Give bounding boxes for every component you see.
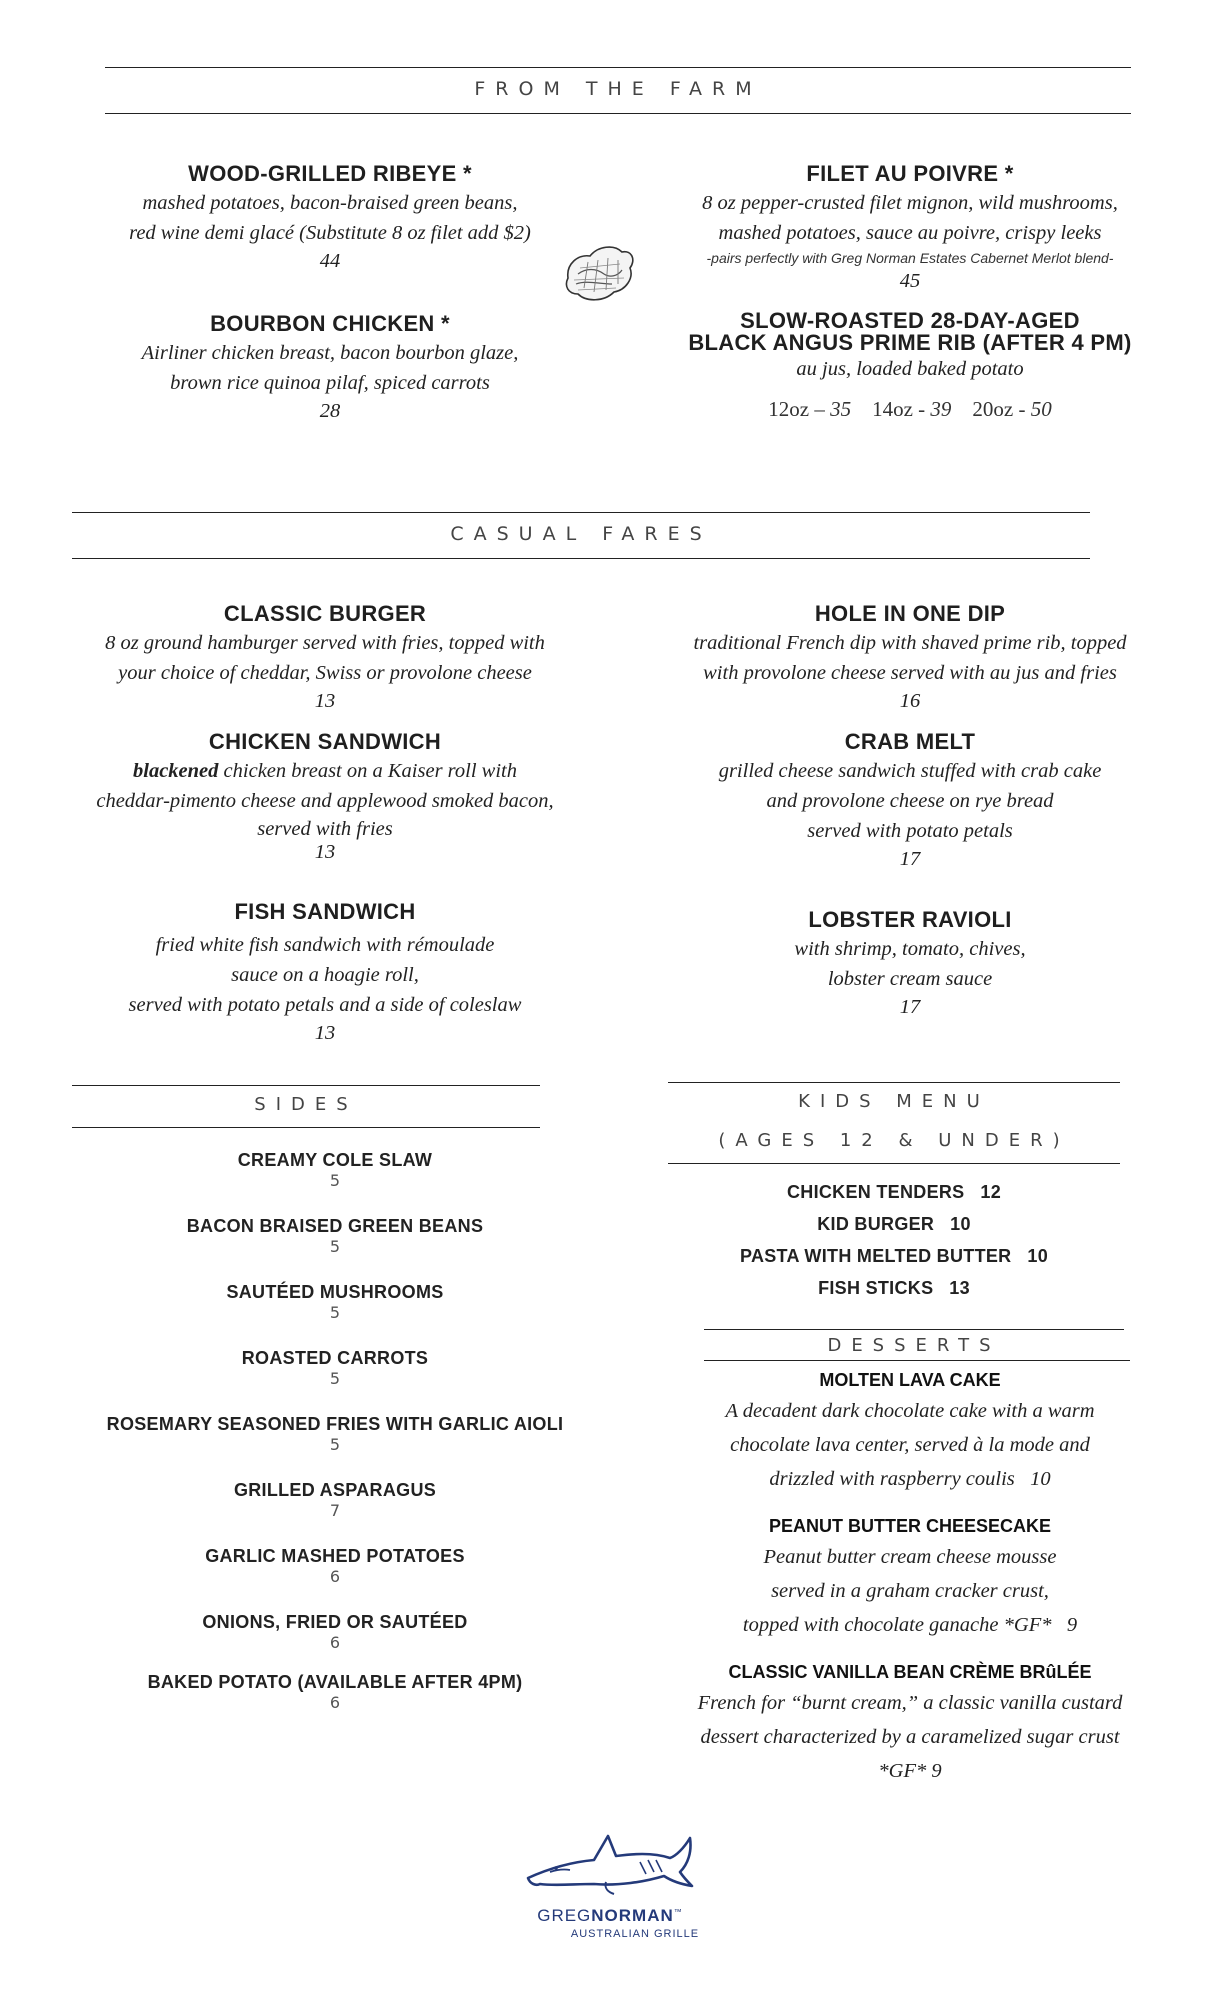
kids-bottom-rule [668,1163,1120,1164]
farm-top-rule [105,67,1131,68]
desserts-bottom-rule [704,1360,1130,1361]
side-price: 6 [329,1567,341,1586]
side-price: 5 [329,1237,341,1256]
side-price: 5 [329,1303,341,1322]
side-name: BACON BRAISED GREEN BEANS [186,1216,484,1236]
section-heading-kids: KIDS MENU [798,1091,990,1112]
logo-word-norman: NORMAN [591,1906,674,1925]
item-desc: au jus, loaded baked potato [796,358,1024,380]
dessert-desc: Peanut butter cream cheese mousse [763,1546,1057,1568]
side-item [60,1479,610,1521]
item-desc: lobster cream sauce [827,968,993,990]
shark-icon [510,1822,710,1902]
item-desc: mashed potatoes, sauce au poivre, crispy leeks [718,222,1102,244]
item-price: 13 [314,690,336,712]
dessert-price: 10 [1030,1468,1051,1490]
menu-item-bourbon-chicken [60,310,600,424]
item-name: BLACK ANGUS PRIME RIB (AFTER 4 PM) [688,330,1132,355]
kids-item-price: 12 [980,1182,1002,1202]
casual-bottom-rule [72,558,1090,559]
item-price: 13 [314,1022,336,1044]
side-price: 7 [329,1501,341,1520]
side-price: 6 [329,1693,341,1712]
item-desc: with provolone cheese served with au jus and fries [703,662,1117,684]
item-desc: grilled cheese sandwich stuffed with crab cake [718,760,1102,782]
side-price: 6 [329,1633,341,1652]
item-name: HOLE IN ONE DIP [814,601,1006,626]
portion-prices [640,394,1180,424]
item-price: 17 [899,996,921,1018]
side-item [60,1281,610,1323]
section-subheading-kids-ages: (AGES 12 & UNDER) [718,1130,1070,1151]
portion-size: 20oz [972,397,1014,421]
menu-item-chicken-sandwich [40,728,610,862]
item-name: CLASSIC BURGER [223,601,427,626]
dessert-name: CLASSIC VANILLA BEAN CRÈME BRûLÉE [728,1662,1092,1682]
menu-item-classic-burger [40,600,610,714]
dessert-desc: served in a graham cracker crust, [771,1580,1049,1602]
dessert-price: 9 [931,1760,942,1782]
item-desc [40,756,610,786]
portion-size: 14oz [872,397,913,421]
dessert-desc: dessert characterized by a caramelized sugar crust [700,1726,1120,1748]
steak-illustration-icon [560,238,640,308]
portion-price: 35 [830,397,852,421]
kids-item-name: FISH STICKS [818,1278,934,1298]
side-item [60,1149,610,1191]
side-item [60,1611,610,1653]
side-name: ROASTED CARROTS [241,1348,429,1368]
kids-item [668,1176,1120,1208]
item-name: WOOD-GRILLED RIBEYE * [188,161,472,186]
portion-sep: – [809,397,831,421]
menu-item-hole-in-one-dip [630,600,1190,714]
dessert-name: PEANUT BUTTER CHEESECAKE [768,1516,1052,1536]
item-desc-rest: chicken breast on a Kaiser roll with [218,760,517,782]
menu-item-fish-sandwich [40,898,610,1046]
kids-item [668,1240,1120,1272]
item-desc: your choice of cheddar, Swiss or provolone cheese [118,662,532,684]
kids-item [668,1208,1120,1240]
item-name: SLOW-ROASTED 28-DAY-AGED [740,308,1080,333]
logo-tm: ™ [673,1907,683,1917]
kids-item [668,1272,1120,1304]
item-desc-emphasis: blackened [133,760,219,782]
menu-item-filet-au-poivre [640,160,1180,294]
item-price: 17 [899,848,921,870]
dessert-desc-text: drizzled with raspberry coulis [769,1468,1015,1490]
section-heading-casual: CASUAL FARES [450,523,712,545]
item-desc: served with potato petals and a side of coleslaw [128,994,522,1016]
casual-top-rule [72,512,1090,513]
side-item [60,1347,610,1389]
side-item [60,1671,610,1713]
section-heading-desserts: DESSERTS [827,1335,1001,1356]
side-item [60,1413,610,1455]
side-name: SAUTÉED MUSHROOMS [226,1282,444,1302]
kids-item-name: KID BURGER [817,1214,935,1234]
item-name: FILET AU POIVRE * [806,161,1014,186]
item-price: 28 [319,400,341,422]
item-price: 45 [899,270,921,292]
dessert-desc-text: topped with chocolate ganache *GF* [742,1614,1052,1636]
dessert-desc: chocolate lava center, served à la mode and [730,1434,1090,1456]
logo-wordmark [510,1906,710,1926]
item-name: BOURBON CHICKEN * [210,311,450,336]
side-name: ROSEMARY SEASONED FRIES WITH GARLIC AIOLI [106,1414,564,1434]
portion-sep: - [1013,397,1031,421]
section-heading-farm: FROM THE FARM [474,78,762,100]
item-desc: with shrimp, tomato, chives, [794,938,1026,960]
side-name: CREAMY COLE SLAW [237,1150,433,1170]
dessert-creme-brulee [640,1658,1180,1788]
dessert-peanut-butter-cheesecake [640,1512,1180,1642]
item-price: 16 [899,690,921,712]
side-name: GRILLED ASPARAGUS [233,1480,437,1500]
side-name: ONIONS, FRIED OR SAUTÉED [202,1612,468,1632]
side-name: BAKED POTATO (AVAILABLE AFTER 4PM) [147,1672,523,1692]
item-desc: red wine demi glacé (Substitute 8 oz filet add $2) [129,222,531,244]
side-price: 5 [329,1369,341,1388]
menu-item-crab-melt [630,728,1190,872]
logo-subtitle: AUSTRALIAN GRILLE [570,1928,700,1940]
kids-item-price: 10 [1027,1246,1049,1266]
wine-pairing-note: -pairs perfectly with Greg Norman Estates Cabernet Merlot blend- [706,250,1114,266]
portion-size: 12oz [768,397,810,421]
menu-item-ribeye [60,160,600,274]
item-desc: brown rice quinoa pilaf, spiced carrots [170,372,490,394]
item-desc: traditional French dip with shaved prime rib, topped [693,632,1127,654]
side-name: GARLIC MASHED POTATOES [205,1546,465,1566]
item-name: CRAB MELT [844,729,976,754]
dessert-price: 9 [1066,1614,1078,1636]
item-desc: fried white fish sandwich with rémoulade [155,934,495,956]
dessert-desc [640,1754,1180,1788]
item-name: FISH SANDWICH [234,899,416,924]
desserts-top-rule [704,1329,1124,1330]
item-desc: mashed potatoes, bacon-braised green beans, [142,192,518,214]
item-desc: sauce on a hoagie roll, [231,964,419,986]
dessert-desc [640,1462,1180,1496]
item-desc: served with fries [257,818,393,840]
menu-item-lobster-ravioli [630,906,1190,1020]
kids-list [668,1176,1120,1304]
item-price: 13 [314,841,336,863]
section-heading-sides: SIDES [254,1094,358,1115]
dessert-desc [640,1608,1180,1642]
side-item [60,1215,610,1257]
dessert-desc-text: *GF* [878,1760,927,1782]
sides-top-rule [72,1085,540,1086]
kids-item-price: 10 [950,1214,971,1234]
portion-price: 50 [1030,397,1052,421]
kids-item-price: 13 [949,1278,970,1298]
item-desc: served with potato petals [807,820,1013,842]
kids-item-name: CHICKEN TENDERS [786,1182,965,1202]
greg-norman-logo [510,1822,710,1942]
item-name: CHICKEN SANDWICH [208,729,442,754]
sides-bottom-rule [72,1127,540,1128]
item-desc: Airliner chicken breast, bacon bourbon glaze, [141,342,519,364]
side-item [60,1545,610,1587]
dessert-molten-lava-cake [640,1366,1180,1496]
dessert-desc: French for “burnt cream,” a classic vanilla custard [697,1692,1123,1714]
side-price: 5 [329,1171,341,1190]
item-price: 44 [319,250,341,272]
dessert-desc: A decadent dark chocolate cake with a warm [725,1400,1095,1422]
item-name: LOBSTER RAVIOLI [808,907,1012,932]
logo-word-greg: GREG [537,1906,592,1925]
kids-top-rule [668,1082,1120,1083]
farm-bottom-rule [105,113,1131,114]
kids-item-name: PASTA WITH MELTED BUTTER [739,1246,1012,1266]
item-desc: and provolone cheese on rye bread [766,790,1054,812]
menu-item-prime-rib [640,310,1180,424]
portion-price: 39 [930,397,952,421]
item-desc: 8 oz ground hamburger served with fries, topped with [105,632,545,654]
dessert-name: MOLTEN LAVA CAKE [819,1370,1001,1390]
item-desc: 8 oz pepper-crusted filet mignon, wild mushrooms, [702,192,1118,214]
side-price: 5 [329,1435,341,1454]
portion-sep: - [912,397,931,421]
item-desc: cheddar-pimento cheese and applewood smoked bacon, [96,790,554,812]
